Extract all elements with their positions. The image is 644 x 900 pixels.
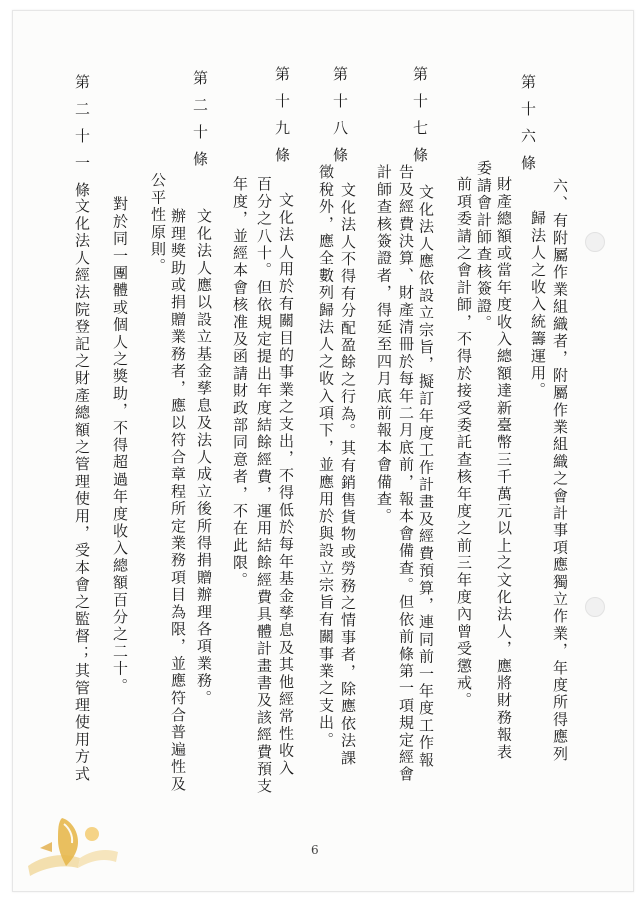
punch-hole bbox=[585, 597, 605, 617]
article-17-heading: 第十七條 bbox=[411, 66, 429, 174]
article-20-line: 對於同一團體或個人之獎助，不得超過年度收入總額百分之二十。 bbox=[111, 196, 129, 695]
article-19-line: 年度，並經本會核准及函請財政部同意者，不在此限。 bbox=[231, 176, 249, 589]
article-16-line: 委請會計師查核簽證。 bbox=[475, 160, 493, 332]
article-18-line: 徵稅外，應全數列歸法人之收入項下，並應用於與設立宗旨有關事業之支出。 bbox=[317, 164, 335, 749]
article-20-line: 公平性原則。 bbox=[149, 172, 167, 276]
article-17-line: 計師查核簽證者，得延至四月底前報本會備查。 bbox=[375, 164, 393, 526]
article-19-line: 文化法人用於有關目的事業之支出，不得低於每年基金孳息及其他經常性收入 bbox=[277, 192, 295, 777]
page-number: 6 bbox=[311, 843, 319, 857]
article-17-line: 告及經費決算、財產清冊於每年二月底前，報本會備查。但依前條第一項規定經會 bbox=[397, 164, 415, 784]
article-21-heading: 第二十一條 bbox=[73, 74, 91, 209]
article-18-heading: 第十八條 bbox=[331, 66, 349, 174]
taiwan-map-book-logo-icon bbox=[22, 808, 122, 888]
article-20-line: 文化法人應以設立基金孳息及法人成立後所得捐贈辦理各項業務。 bbox=[195, 208, 213, 707]
punch-hole bbox=[585, 232, 605, 252]
article-16-line: 前項委請之會計師，不得於接受委託查核年度之前三年度內曾受懲戒。 bbox=[455, 176, 473, 710]
article-17-line: 文化法人應依設立宗旨，擬訂年度工作計畫及經費預算，連同前一年度工作報 bbox=[417, 184, 435, 769]
article-19-heading: 第十九條 bbox=[273, 66, 291, 174]
article-20-heading: 第二十條 bbox=[191, 70, 209, 178]
article-21-line: 文化法人經法院登記之財產總額之管理使用，受本會之監督；其管理使用方式 bbox=[73, 198, 91, 783]
article-18-line: 文化法人不得有分配盈餘之行為。其有銷售貨物或勞務之情事者，除應依法課 bbox=[339, 182, 357, 767]
article-16-line: 財產總額或當年度收入總額達新臺幣三千萬元以上之文化法人，應將財務報表 bbox=[495, 176, 513, 761]
article-16-line: 歸法人之收入統籌運用。 bbox=[529, 210, 547, 400]
article-20-line: 辦理獎助或捐贈業務者，應以符合章程所定業務項目為限，並應符合普遍性及 bbox=[169, 208, 187, 793]
article-16-line: 六、有附屬作業組織者，附屬作業組織之會計事項應獨立作業，年度所得應列 bbox=[551, 178, 569, 763]
article-16-heading: 第十六條 bbox=[519, 74, 537, 182]
article-19-line: 百分之八十。但依規定提出年度結餘經費，運用結餘經費具體計畫書及該經費預支 bbox=[255, 176, 273, 796]
